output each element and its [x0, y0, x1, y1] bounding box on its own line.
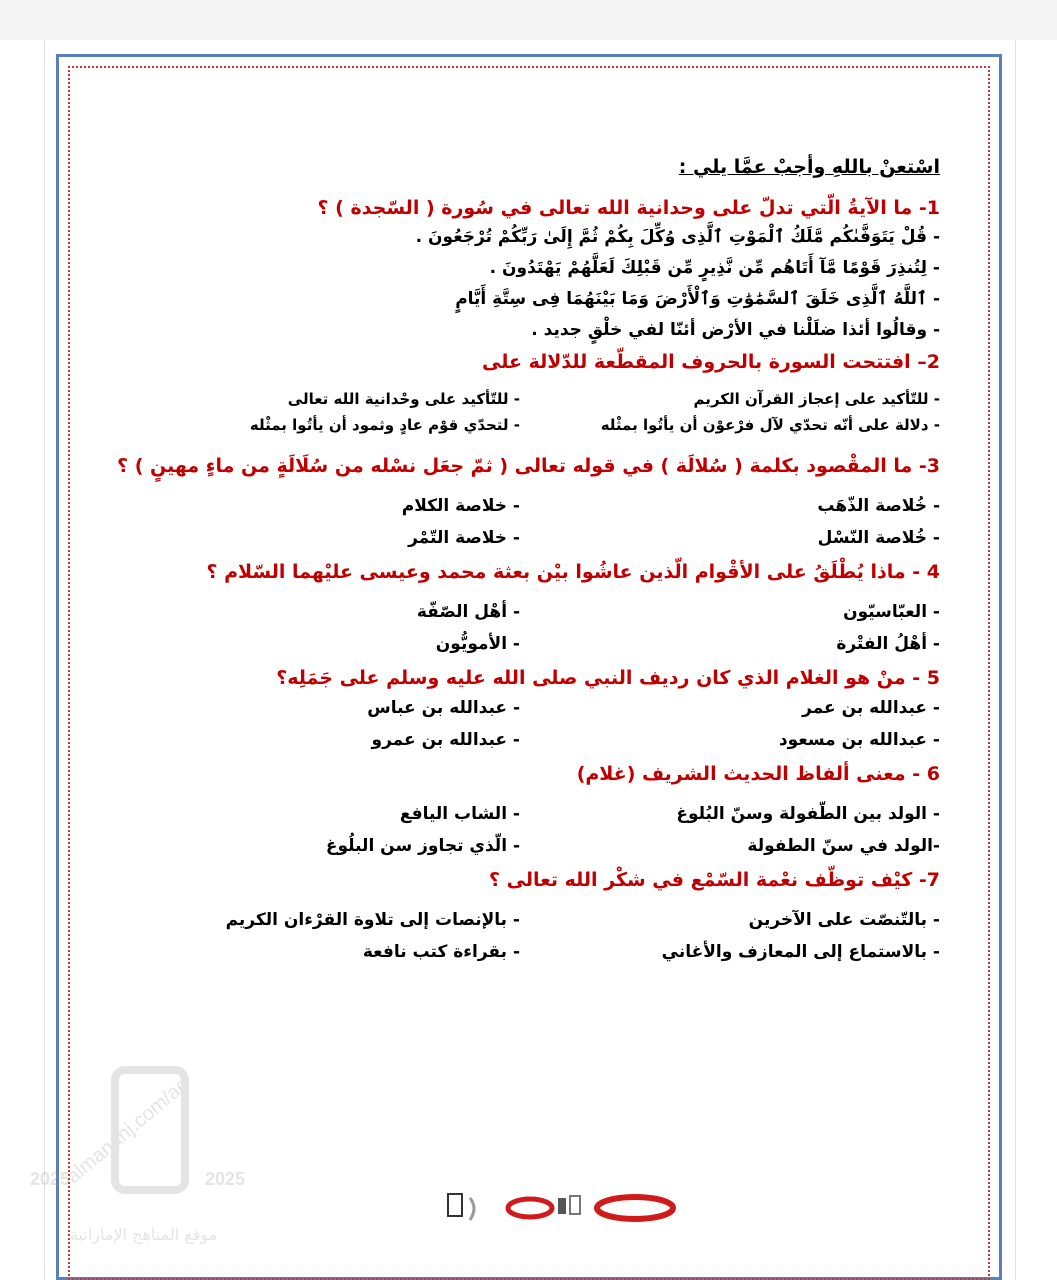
question-6: 6 - معنى ألفاظ الحديث الشريف (غلام): [576, 763, 940, 785]
q3-option-3: - خُلاصة النّسْل: [817, 528, 940, 548]
q5-option-3: - عبدالله بن مسعود: [778, 730, 940, 750]
q7-options: [100, 904, 940, 968]
question-5: 5 - منْ هو الغلام الذي كان رديف النبي صلى الله عليه وسلم على جَمَلِه؟: [276, 667, 940, 689]
small-emblem-icon: [570, 1196, 580, 1214]
red-swoosh-logo-icon: [508, 1199, 552, 1217]
q1-option-3: - ٱللَّهُ ٱلَّذِى خَلَقَ ٱلسَّمَٰوَٰتِ وَٱلْأَرْضَ وَمَا بَيْنَهُمَا فِى سِتَّةِ أَيَّامٍ: [455, 289, 940, 309]
watermark-year-right: 2025: [205, 1169, 246, 1189]
ministry-logo-icon: [448, 1194, 462, 1216]
q4-option-4: - الأمويُّون: [435, 634, 520, 654]
question-7: 7- كيْف توظّف نعْمة السّمْع في شكْر الله تعالى ؟: [489, 869, 940, 891]
q5-option-2: - عبدالله بن عباس: [367, 698, 520, 718]
q6-option-3: -الولد في سنّ الطفولة: [747, 836, 940, 856]
q4-options: [100, 596, 940, 660]
worksheet-heading: اسْتعنْ باللهِ وأجبْ عمَّا يلي :: [678, 156, 940, 178]
worksheet-content: [100, 150, 940, 968]
q7-option-3: - بالاستماع إلى المعازف والأغاني: [661, 942, 940, 962]
question-4: 4 - ماذا يُطْلَقُ على الأقْوام الّذين عاشُوا بيْن بعثة محمد وعيسى عليْهما السّلام ؟: [206, 561, 940, 583]
small-mark-icon: [558, 1198, 566, 1214]
q5-options: [100, 692, 940, 756]
watermark-arabic: موقع المناهج الإماراتية: [70, 1225, 218, 1244]
q7-option-1: - بالتّنصّت على الآخرين: [748, 910, 940, 930]
watermark-site: almanahj.com/ae: [62, 1073, 194, 1189]
question-2: 2– افتتحت السورة بالحروف المقطّعة للدّلالة على: [482, 351, 940, 373]
q2-options: [100, 386, 940, 438]
q2-option-3: - دلالة على أنّه تحدّي لآل فرْعوْن أن يأتُوا بمثْله: [600, 416, 940, 434]
q3-option-4: - خلاصة التّمْر: [408, 528, 520, 548]
emblem-icon: [470, 1198, 474, 1220]
q3-options: [100, 490, 940, 554]
watermark-year-left: 2025: [30, 1169, 71, 1189]
q7-option-4: - بقراءة كتب نافعة: [362, 942, 520, 962]
q1-option-1: - قُلْ يَتَوَفَّىٰكُم مَّلَكُ ٱلْمَوْتِ ٱلَّذِى وُكِّلَ بِكُمْ ثُمَّ إِلَىٰ رَبِّكُمْ تُرْجَعُونَ .: [415, 227, 940, 247]
q3-option-1: - خُلاصة الذّهَب: [817, 496, 940, 516]
q5-option-1: - عبدالله بن عمر: [802, 698, 940, 718]
q2-option-1: - للتّأكيد على إعجاز القرآن الكريم: [693, 390, 940, 408]
q5-option-4: - عبدالله بن عمرو: [371, 730, 520, 750]
q6-option-4: - الّذي تجاوز سن البلُوغ: [325, 836, 520, 856]
q4-option-2: - أهْل الصّفّة: [416, 602, 520, 622]
q6-options: [100, 798, 940, 862]
large-red-swoosh-logo-icon: [597, 1197, 673, 1219]
question-1: 1- ما الآيةُ الّتي تدلّ على وحدانية الله تعالى في سُورة ( السّجدة ) ؟: [317, 197, 940, 219]
q6-option-2: - الشاب اليافع: [399, 804, 520, 824]
q4-option-1: - العبّاسيّون: [843, 602, 940, 622]
top-band: [0, 0, 1057, 40]
question-3: 3- ما المقْصود بكلمة ( سُلالَة ) في قوله تعالى ( ثمّ جعَل نسْله من سُلَالَةٍ من ماءٍ مهينٍ ) ؟: [117, 455, 940, 477]
q6-option-1: - الولد بين الطّفولة وسنّ البُلوغ: [676, 804, 940, 824]
q1-option-2: - لِتُنذِرَ قَوْمًا مَّآ أَتَاهُم مِّن نَّذِيرٍ مِّن قَبْلِكَ لَعَلَّهُمْ يَهْتَدُونَ .: [489, 258, 940, 278]
q4-option-3: - أهْلُ الفتْرة: [836, 634, 940, 654]
q7-option-2: - بالإنصات إلى تلاوة القرْءان الكريم: [225, 910, 520, 930]
q2-option-2: - للتّأكيد على وحْدانية الله تعالى: [287, 390, 520, 408]
q2-option-4: - لتحدّي قوْم عادٍ وثمود أن يأتُوا بمثْله: [249, 416, 520, 434]
q1-option-4: - وقالُوا أئذا ضلَلْنا في الأرْض أئنّا لفي خلْقٍ جديد .: [531, 320, 940, 340]
footer-logos: [440, 1190, 680, 1230]
q3-option-2: - خلاصة الكلام: [401, 496, 520, 516]
